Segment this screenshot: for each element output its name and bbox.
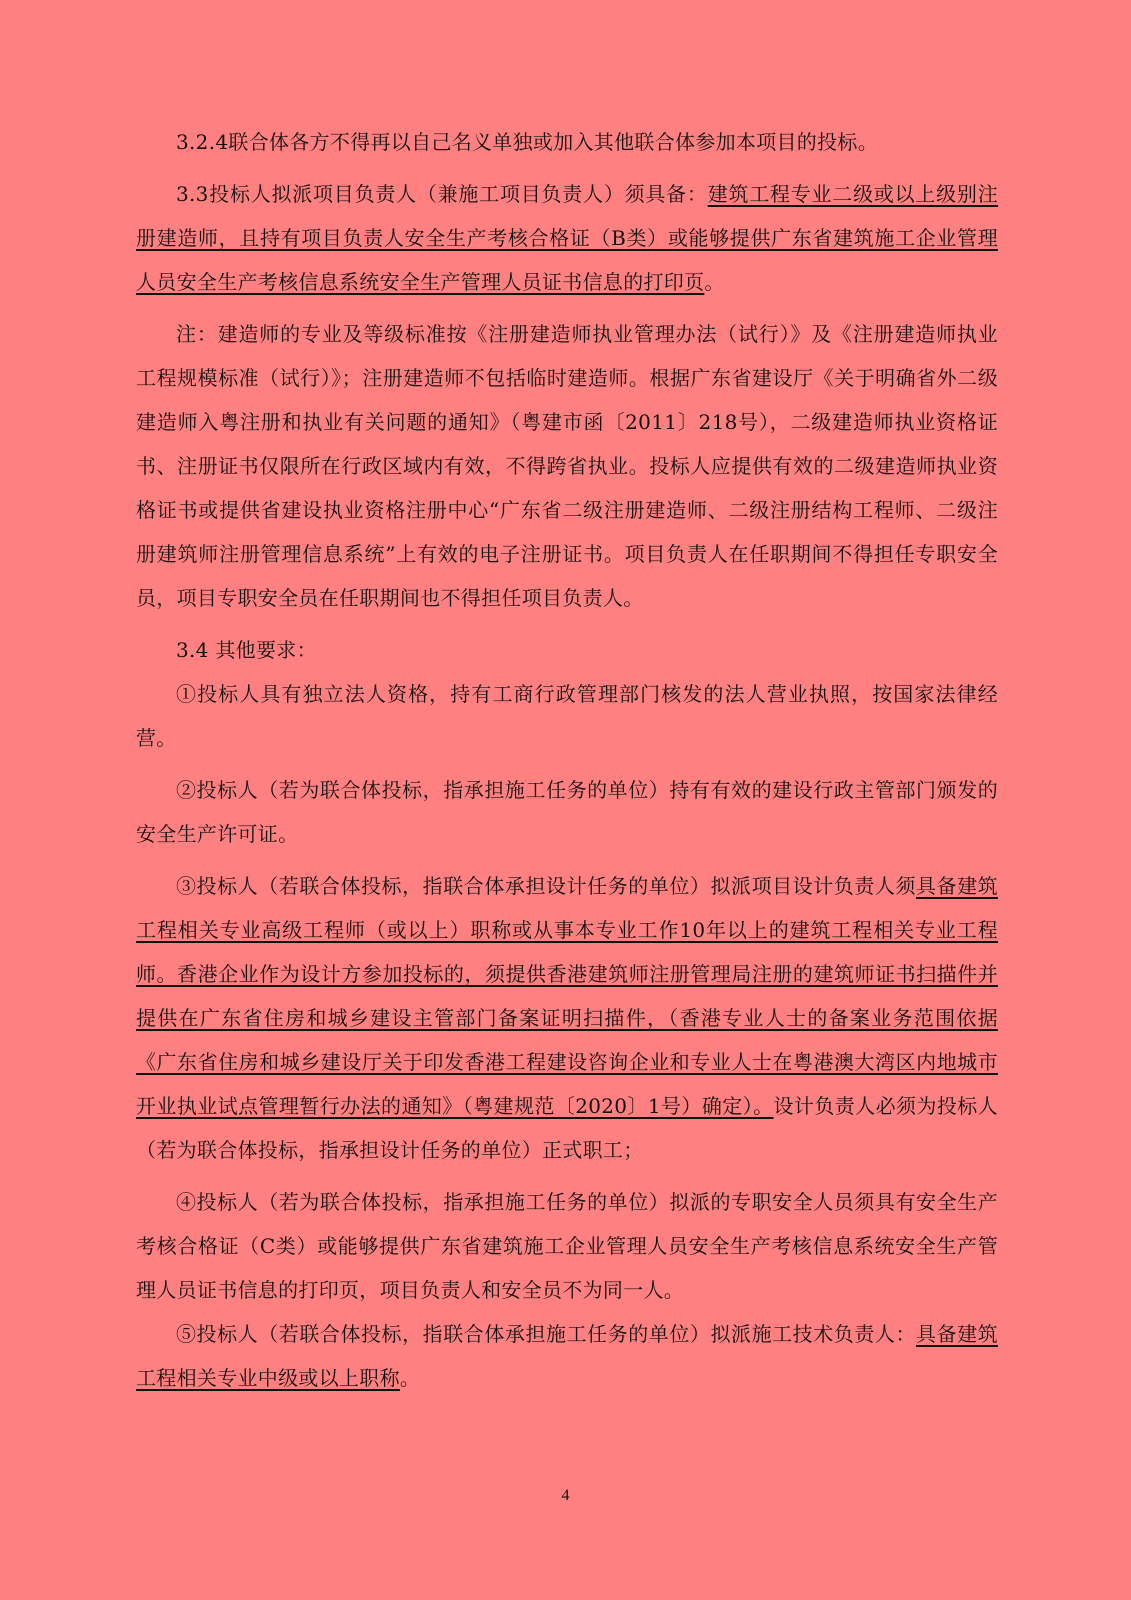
underlined-requirement: 具备建筑工程相关专业高级工程师（或以上）职称或从事本专业工作10年以上的建筑工程相关专业工程师。香港企业作为设计方参加投标的，须提供香港建筑师注册管理局注册的建筑师证书扫描件并提供在广东省住房和城乡建设主管部门备案证明扫描件，（香港专业人士的备案业务范围依据《广东省住房和城乡建设厅关于印发香港工程建设咨询企业和专业人士在粤港澳大湾区内地城市开业执业试点管理暂行办法的通知》（粤建规范〔2020〕1号）确定）。	[136, 874, 998, 1118]
paragraph-3-3	[136, 172, 998, 304]
paragraph-item-1	[136, 672, 998, 760]
paragraph-item-3	[136, 864, 998, 1172]
paragraph-item-5	[136, 1312, 998, 1400]
paragraph-text: 注：建造师的专业及等级标准按《注册建造师执业管理办法（试行）》及《注册建造师执业工程规模标准（试行）》；注册建造师不包括临时建造师。根据广东省建设厅《关于明确省外二级建造师入粤注册和执业有关问题的通知》（粤建市函〔2011〕218号），二级建造师执业资格证书、注册证书仅限所在行政区域内有效，不得跨省执业。投标人应提供有效的二级建造师执业资格证书或提供省建设执业资格注册中心“广东省二级注册建造师、二级注册结构工程师、二级注册建筑师注册管理信息系统”上有效的电子注册证书。项目负责人在任职期间不得担任专职安全员，项目专职安全员在任职期间也不得担任项目负责人。	[136, 322, 998, 610]
page-number: 4	[561, 1487, 570, 1504]
paragraph-text: 设计负责人必须为投标人（若为联合体投标，指承担设计任务的单位）正式职工；	[136, 1094, 998, 1162]
paragraph-text: ④投标人（若为联合体投标，指承担施工任务的单位）拟派的专职安全人员须具有安全生产考核合格证（C类）或能够提供广东省建筑施工企业管理人员安全生产考核信息系统安全生产管理人员证书信息的打印页，项目负责人和安全员不为同一人。	[136, 1190, 998, 1302]
paragraph-text: 3.2.4联合体各方不得再以自己名义单独或加入其他联合体参加本项目的投标。	[176, 130, 878, 154]
paragraph-text: ③投标人（若联合体投标，指联合体承担设计任务的单位）拟派项目设计负责人须	[176, 874, 917, 898]
underlined-requirement: 具备建筑工程相关专业中级或以上职称	[136, 1322, 998, 1390]
paragraph-text: ⑤投标人（若联合体投标，指联合体承担施工任务的单位）拟派施工技术负责人：	[176, 1322, 917, 1346]
paragraph-text: ②投标人（若为联合体投标，指承担施工任务的单位）持有有效的建设行政主管部门颁发的安全生产许可证。	[136, 778, 998, 846]
paragraph-text: 。	[704, 270, 725, 294]
underlined-requirement: 建筑工程专业二级或以上级别注册建造师，且持有项目负责人安全生产考核合格证（B类）或能够提供广东省建筑施工企业管理人员安全生产考核信息系统安全生产管理人员证书信息的打印页	[136, 182, 999, 294]
paragraph-text: 。	[399, 1366, 421, 1390]
paragraph-text: 3.3投标人拟派项目负责人（兼施工项目负责人）须具备：	[176, 182, 708, 206]
paragraph-3-2-4	[136, 120, 998, 164]
paragraph-item-2	[136, 768, 998, 856]
document-body	[136, 120, 998, 1400]
paragraph-text: 3.4 其他要求：	[176, 638, 317, 662]
paragraph-3-4	[136, 628, 998, 672]
paragraph-text: ①投标人具有独立法人资格，持有工商行政管理部门核发的法人营业执照，按国家法律经营。	[136, 682, 998, 750]
paragraph-note	[136, 312, 998, 620]
paragraph-item-4	[136, 1180, 998, 1312]
